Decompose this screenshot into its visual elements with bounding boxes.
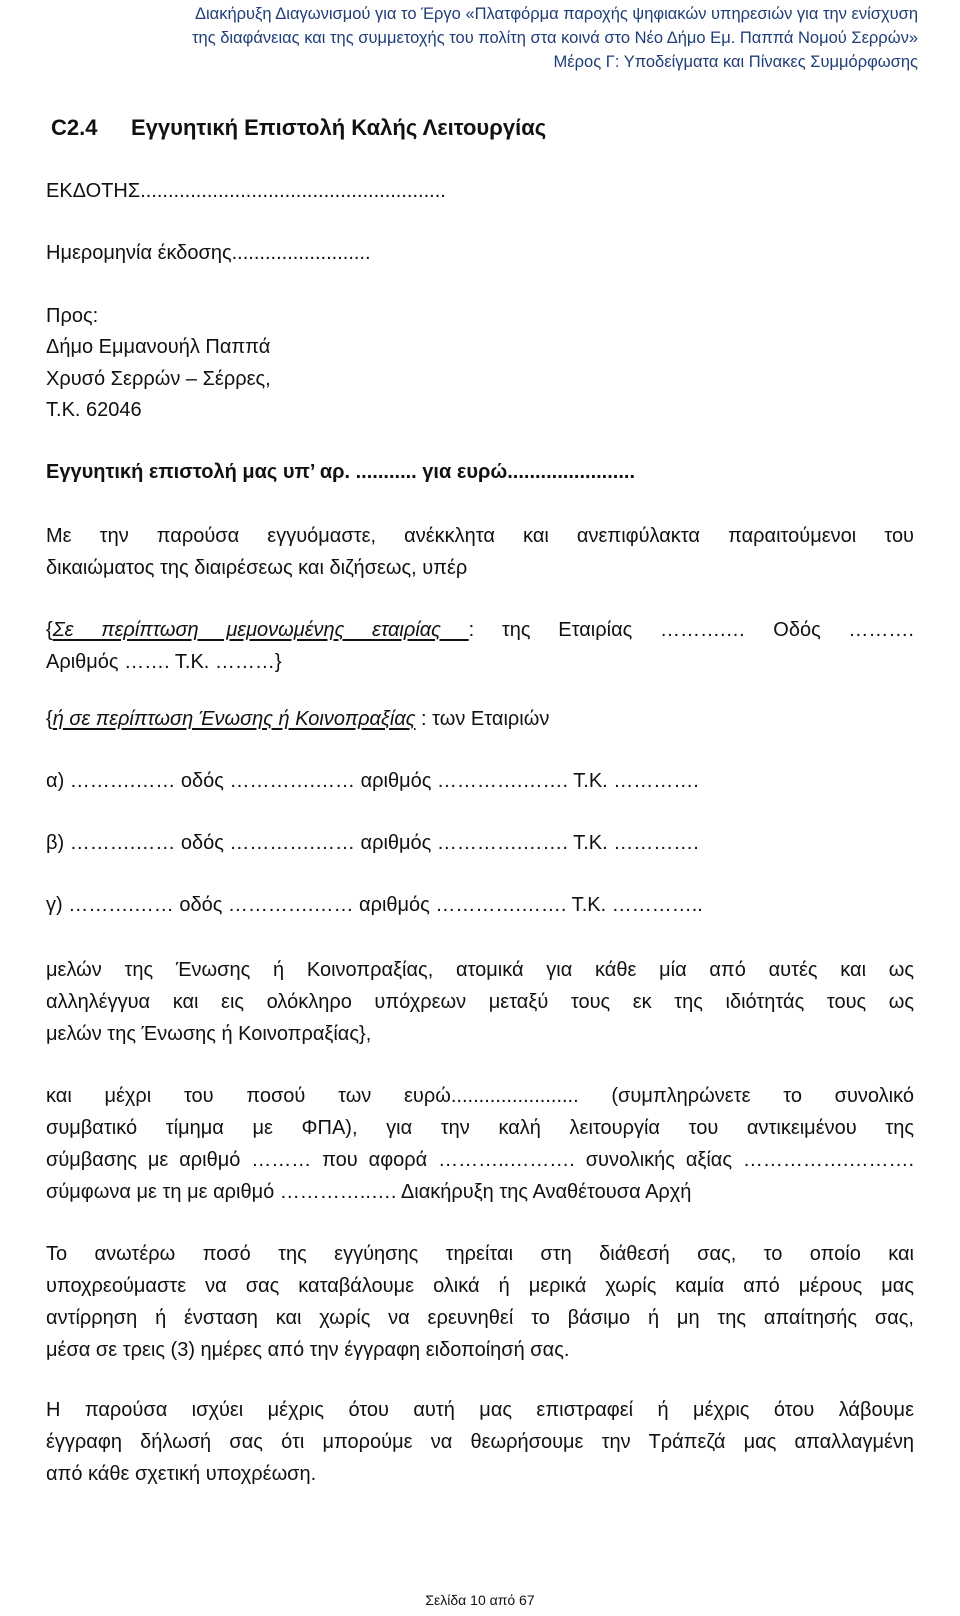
section-title: [51, 115, 546, 141]
payment-clause-paragraph: [46, 1238, 914, 1366]
member-line-c: γ) ……….…… οδός ………….…… αριθμός ………….……. Τ.Κ. …………..: [46, 894, 703, 916]
intro-paragraph: [46, 520, 914, 584]
validity-clause-row-3: από κάθε σχετική υποχρέωση.: [46, 1463, 317, 1485]
members-clause-paragraph: [46, 954, 914, 1050]
single-company-row-2: Αριθμός ……. Τ.Κ. ………}: [46, 651, 282, 673]
recipient-line-3: Τ.Κ. 62046: [46, 399, 142, 421]
header-line-3: Μέρος Γ: Υποδείγματα και Πίνακες Συμμόρφωσης: [553, 53, 918, 71]
members-clause-row-3: μελών της Ένωσης ή Κοινοπραξίας},: [46, 1023, 372, 1045]
intro-row-1: Με την παρούσα εγγυόμαστε, ανέκκλητα και ανεπιφύλακτα παραιτούμενοι του: [46, 525, 914, 547]
validity-clause-paragraph: [46, 1394, 914, 1490]
issuer-line: ΕΚΔΟΤΗΣ.......................................................: [46, 180, 446, 202]
payment-clause-row-2: υποχρεούμαστε να σας καταβάλουμε ολικά ή μερικά χωρίς καμία από μέρους μας: [46, 1275, 914, 1297]
recipient-label: Προς:: [46, 305, 99, 327]
intro-row-2: δικαιώματος της διαιρέσεως και διζήσεως, υπέρ: [46, 557, 468, 579]
header-line-1: Διακήρυξη Διαγωνισμού για το Έργο «Πλατφόρμα παροχής ψηφιακών υπηρεσιών για την ενίσχυση: [194, 5, 918, 23]
brace-open: {: [46, 619, 53, 641]
issue-date-line: Ημερομηνία έκδοσης.........................: [46, 242, 371, 264]
joint-venture-case-label: ή σε περίπτωση Ένωσης ή Κοινοπραξίας: [52, 708, 416, 730]
payment-clause-row-1: Το ανωτέρω ποσό της εγγύησης τηρείται στη διάθεσή σας, το οποίο και: [46, 1243, 914, 1265]
single-company-case-label: Σε περίπτωση μεμονωμένης εταιρίας: [52, 619, 469, 641]
single-company-details: : της Εταιρίας ……….… Οδός ……….: [468, 619, 914, 641]
section-number: C2.4: [51, 115, 98, 140]
joint-venture-details: : των Εταιριών: [415, 708, 550, 730]
member-line-a: α) ……….…… οδός ………….…… αριθμός ………….……. Τ.Κ. ………….: [46, 770, 699, 792]
amount-clause-row-2: συμβατικό τίμημα με ΦΠΑ), για την καλή λειτουργία του αντικειμένου της: [46, 1117, 914, 1139]
validity-clause-row-2: έγγραφη δήλωσή σας ότι μπορούμε να θεωρήσουμε την Τράπεζά μας απαλλαγμένη: [46, 1431, 914, 1453]
members-clause-row-1: μελών της Ένωσης ή Κοινοπραξίας, ατομικά για κάθε μία από αυτές και ως: [46, 959, 914, 981]
recipient-line-1: Δήμο Εμμανουήλ Παππά: [46, 336, 271, 358]
member-line-b: β) ……….…… οδός ………….…… αριθμός ………….……. Τ.Κ. ………….: [46, 832, 699, 854]
single-company-row-1: [46, 614, 914, 646]
document-header: [18, 2, 918, 74]
amount-clause-paragraph: [46, 1080, 914, 1208]
validity-clause-row-1: Η παρούσα ισχύει μέχρις ότου αυτή μας επιστραφεί ή μέχρις ότου λάβουμε: [46, 1399, 914, 1421]
payment-clause-row-3: αντίρρηση ή ένσταση και χωρίς να ερευνηθεί το βάσιμο ή μη της απαίτησής σας,: [46, 1307, 914, 1329]
amount-clause-row-1: και μέχρι του ποσού των ευρώ....................... (συμπληρώνετε το συνολικό: [46, 1085, 914, 1107]
amount-clause-row-3: σύμβασης με αριθμό ……… που αφορά ………..………. συνολικής αξίας …………….……….: [46, 1149, 914, 1171]
payment-clause-row-4: μέσα σε τρεις (3) ημέρες από την έγγραφη ειδοποίησή σας.: [46, 1339, 570, 1361]
single-company-paragraph: [46, 614, 914, 678]
guarantee-reference: Εγγυητική επιστολή μας υπ’ αρ. ........... για ευρώ.......................: [46, 461, 636, 483]
amount-clause-row-4: σύμφωνα με τη με αριθμό …………..…. Διακήρυξη της Αναθέτουσα Αρχή: [46, 1181, 692, 1203]
joint-venture-line: [46, 708, 549, 731]
page-number: Σελίδα 10 από 67: [425, 1592, 535, 1608]
recipient-line-2: Χρυσό Σερρών – Σέρρες,: [46, 368, 271, 390]
header-line-2: της διαφάνειας και της συμμετοχής του πολίτη στα κοινά στο Νέο Δήμο Εμ. Παππά Νομού Σερρών»: [192, 29, 918, 47]
section-title-text: Εγγυητική Επιστολή Καλής Λειτουργίας: [131, 115, 547, 140]
brace-open: {: [46, 708, 53, 730]
members-clause-row-2: αλληλέγγυα και εις ολόκληρο υπόχρεων μεταξύ τους εκ της ιδιότητάς τους ως: [46, 991, 914, 1013]
